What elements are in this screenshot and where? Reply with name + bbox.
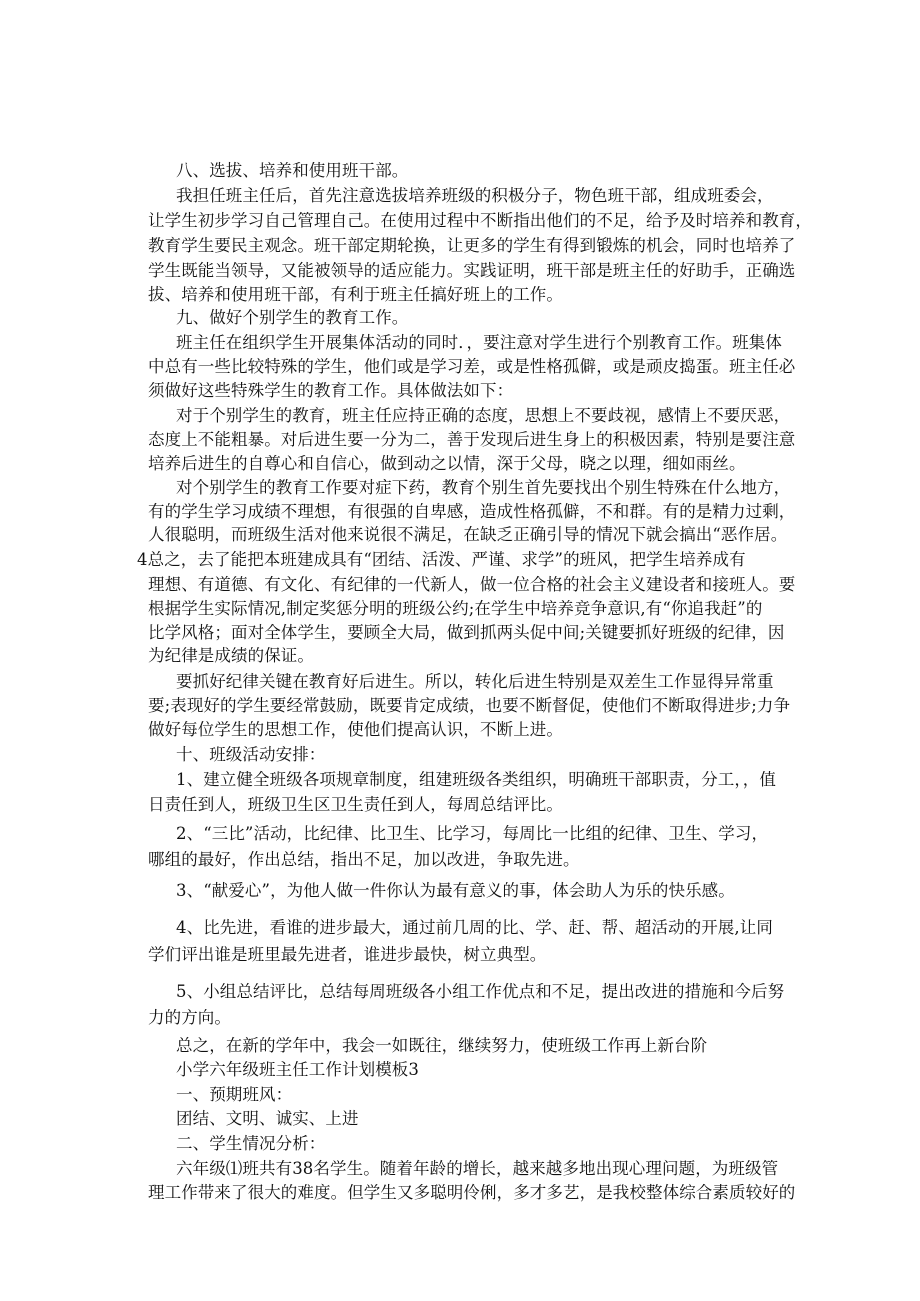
paragraph-line: 要;表现好的学生要经常鼓励，既要肯定成绩，也要不断督促，使他们不断取得进步;力争 (148, 696, 791, 715)
paragraph-line: 有的学生学习成绩不理想，有很强的自卑感，造成性格孤僻，不和群。有的是精力过剩， (148, 502, 796, 521)
paragraph-line: 为纪律是成绩的保证。 (148, 646, 314, 665)
paragraph-line: 教育学生要民主观念。班干部定期轮换，让更多的学生有得到锻炼的机会，同时也培养了 (148, 236, 796, 255)
list-item-continuation: 力的方向。 (148, 1008, 231, 1027)
section-heading-1: 一、预期班风： (176, 1085, 293, 1104)
paragraph-line: 我担任班主任后，首先注意选拔培养班级的积极分子，物色班干部，组成班委会， (176, 186, 774, 205)
section-heading-9: 九、做好个别学生的教育工作。 (176, 308, 409, 327)
closing-line: 总之，在新的学年中，我会一如既往，继续努力，使班级工作再上新台阶 (176, 1036, 708, 1055)
paragraph-line: 班主任在组织学生开展集体活动的同时．，要注意对学生进行个别教育工作。班集体 (176, 333, 782, 352)
paragraph-line: 根据学生实际情况,制定奖惩分明的班级公约;在学生中培养竞争意识,有“你追我赶”的 (148, 599, 763, 618)
list-item: 5、小组总结评比，总结每周班级各小组工作优点和不足，提出改进的措施和今后努 (176, 982, 785, 1001)
list-item: 3、“献爱心”，为他人做一件你认为最有意义的事，体会助人为乐的快乐感。 (176, 881, 735, 900)
paragraph-line: 比学风格；面对全体学生，要顾全大局，做到抓两头促中间;关键要抓好班级的纪律，因 (148, 623, 785, 642)
paragraph-line: 理想、有道德、有文化、有纪律的一代新人，做一位合格的社会主义建设者和接班人。要 (148, 575, 796, 594)
list-item-continuation: 哪组的最好，作出总结，指出不足，加以改进，争取先进。 (148, 850, 580, 869)
paragraph-line: 对个别学生的教育工作要对症下药，教育个别生首先要找出个别生特殊在什么地方， (176, 478, 791, 497)
paragraph-line: 须做好这些特殊学生的教育工作。具体做法如下： (148, 381, 514, 400)
paragraph-line: 对于个别学生的教育，班主任应持正确的态度，思想上不要歧视，感情上不要厌恶， (176, 406, 791, 425)
paragraph-line: 4总之，去了能把本班建成具有“团结、活泼、严谨、求学”的班风，把学生培养成有 (137, 550, 746, 569)
list-item-continuation: 学们评出谁是班里最先进者，谁进步最快，树立典型。 (148, 945, 547, 964)
paragraph-line: 人很聪明，而班级生活对他来说很不满足，在缺乏正确引导的情况下就会搞出“恶作居。 (148, 525, 788, 544)
list-item: 1、建立健全班级各项规章制度，组建班级各类组织，明确班干部职责，分工，，值 (176, 770, 776, 789)
paragraph-line: 中总有一些比较特殊的学生，他们或是学习差，或是性格孤僻，或是顽皮捣蛋。班主任必 (148, 357, 796, 376)
section-heading-2: 二、学生情况分析： (176, 1134, 326, 1153)
paragraph-line: 做好每位学生的思想工作，使他们提高认识，不断上进。 (148, 720, 563, 739)
paragraph-line: 要抓好纪律关键在教育好后进生。所以，转化后进生特别是双差生工作显得异常重 (176, 672, 774, 691)
paragraph-line: 拔、培养和使用班干部，有利于班主任搞好班上的工作。 (148, 285, 563, 304)
list-item-continuation: 日责任到人，班级卫生区卫生责任到人，每周总结评比。 (148, 795, 563, 814)
section-heading-10: 十、班级活动安排： (176, 745, 326, 764)
paragraph-line: 让学生初步学习自己管理自己。在使用过程中不断指出他们的不足，给予及时培养和教育， (148, 211, 812, 230)
paragraph-line: 理工作带来了很大的难度。但学生又多聪明伶俐，多才多艺，是我校整体综合素质较好的 (148, 1183, 796, 1202)
section-heading-8: 八、选拔、培养和使用班干部。 (176, 161, 409, 180)
paragraph-line: 态度上不能粗暴。对后进生要一分为二，善于发现后进生身上的积极因素，特别是要注意 (148, 430, 796, 449)
class-motto: 团结、文明、诚实、上进 (176, 1109, 359, 1128)
paragraph-line: 培养后进生的自尊心和自信心，做到动之以情，深于父母，晓之以理，细如雨丝。 (148, 454, 746, 473)
list-item: 2、“三比”活动，比纪律、比卫生、比学习，每周比一比组的纪律、卫生、学习， (176, 824, 769, 843)
template-title: 小学六年级班主任工作计划模板3 (176, 1060, 419, 1079)
list-item: 4、比先进，看谁的进步最大，通过前几周的比、学、赶、帮、超活动的开展,让同 (176, 918, 773, 937)
paragraph-line: 学生既能当领导，又能被领导的适应能力。实践证明，班干部是班主任的好助手，正确选 (148, 261, 796, 280)
paragraph-line: 六年级⑴班共有38名学生。随着年龄的增长，越来越多地出现心理问题，为班级管 (176, 1159, 779, 1178)
